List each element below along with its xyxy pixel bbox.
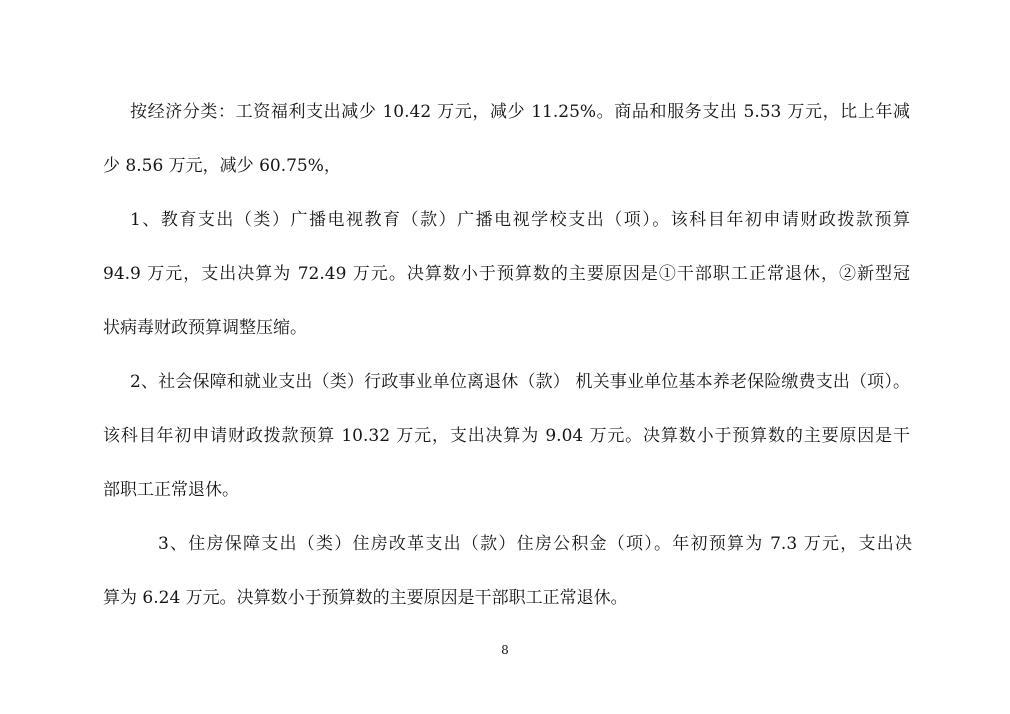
paragraph-education-expenditure	[0, 193, 1010, 355]
text-line: 少 8.56 万元，减少 60.75%，	[103, 156, 341, 176]
text-line: 按经济分类：工资福利支出减少 10.42 万元，减少 11.25%。商品和服务支出 5.53 万元，比上年减	[130, 102, 910, 122]
paragraph-social-security-expenditure	[0, 355, 1010, 517]
document-body	[0, 85, 1010, 625]
text-line: 该科目年初申请财政拨款预算 10.32 万元，支出决算为 9.04 万元。决算数小于预算数的主要原因是干	[103, 426, 910, 446]
text-line: 算为 6.24 万元。决算数小于预算数的主要原因是干部职工正常退休。	[103, 588, 628, 608]
text-line: 3、住房保障支出（类）住房改革支出（款）住房公积金（项）。年初预算为 7.3 万元，支出决	[158, 534, 912, 554]
paragraph-housing-expenditure	[0, 517, 1010, 625]
text-line: 2、社会保障和就业支出（类）行政事业单位离退休（款） 机关事业单位基本养老保险缴费支出（项）。	[130, 372, 910, 392]
text-line: 状病毒财政预算调整压缩。	[103, 318, 307, 338]
page-number: 8	[501, 643, 509, 657]
paragraph-economic-classification	[0, 85, 1010, 193]
text-line: 1、教育支出（类）广播电视教育（款）广播电视学校支出（项）。该科目年初申请财政拨款预算	[130, 210, 910, 230]
text-line: 94.9 万元，支出决算为 72.49 万元。决算数小于预算数的主要原因是①干部职工正常退休，②新型冠	[103, 264, 910, 284]
text-line: 部职工正常退休。	[103, 480, 239, 500]
